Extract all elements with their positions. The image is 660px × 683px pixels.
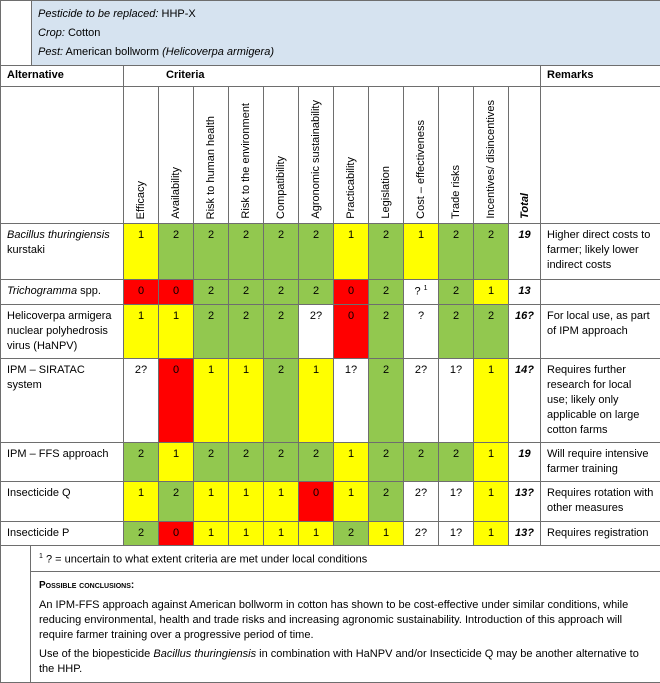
score-cell: 2 bbox=[369, 224, 404, 280]
score-cell: 1? bbox=[334, 359, 369, 443]
table-row bbox=[1, 224, 660, 280]
table-row bbox=[1, 482, 660, 522]
remark-cell: Requires registration bbox=[541, 522, 660, 546]
conclusions-title: Possible conclusions: bbox=[39, 578, 652, 593]
criterion-human-health: Risk to human health bbox=[194, 87, 229, 224]
score-cell: 2 bbox=[159, 482, 194, 522]
remark-cell: Higher direct costs to farmer; likely lower indirect costs bbox=[541, 224, 660, 280]
criterion-cost: Cost – effectiveness bbox=[404, 87, 439, 224]
criterion-availability: Availability bbox=[159, 87, 194, 224]
score-cell: 1 bbox=[474, 522, 509, 546]
conclusions bbox=[31, 571, 660, 682]
score-cell: 2 bbox=[124, 522, 159, 546]
score-cell: 2 bbox=[369, 280, 404, 305]
conclusion-paragraph: An IPM-FFS approach against American bollworm in cotton has shown to be cost-effective under similar conditions, while reducing environmental, health and trade risks and increasing agronomic sustainability. Introduction of this approach will require farmer training over a progressive period of time. bbox=[39, 598, 652, 643]
table-row bbox=[1, 280, 660, 305]
criterion-legislation: Legislation bbox=[369, 87, 404, 224]
score-cell: 2 bbox=[264, 224, 299, 280]
score-cell: 1 bbox=[369, 522, 404, 546]
criterion-agronomic: Agronomic sustainability bbox=[299, 87, 334, 224]
score-cell: 2 bbox=[299, 224, 334, 280]
score-cell: 2 bbox=[229, 305, 264, 359]
total-cell: 16? bbox=[509, 305, 541, 359]
remarks-header: Remarks bbox=[541, 66, 660, 87]
total-cell: 14? bbox=[509, 359, 541, 443]
remark-cell: Will require intensive farmer training bbox=[541, 443, 660, 482]
table-row bbox=[1, 359, 660, 443]
score-cell: 2? bbox=[299, 305, 334, 359]
score-cell: 1 bbox=[124, 305, 159, 359]
table-row bbox=[1, 305, 660, 359]
score-cell: 2? bbox=[124, 359, 159, 443]
score-cell: 2 bbox=[334, 522, 369, 546]
score-cell: 2 bbox=[229, 224, 264, 280]
score-cell: 1 bbox=[299, 522, 334, 546]
score-cell: 2? bbox=[404, 522, 439, 546]
score-cell: ? $^1$ bbox=[404, 280, 439, 305]
score-cell: 2 bbox=[369, 443, 404, 482]
remark-cell bbox=[541, 280, 660, 305]
crop-line: Crop: Cotton bbox=[38, 24, 654, 43]
score-cell: 2 bbox=[194, 280, 229, 305]
score-cell: 0 bbox=[159, 280, 194, 305]
criterion-incentives: Incentives/ disincentives bbox=[474, 87, 509, 224]
alternative-name: IPM – SIRATAC system bbox=[1, 359, 124, 443]
pest-line: Pest: American bollworm (Helicoverpa armigera) bbox=[38, 43, 654, 62]
criterion-practicability: Practicability bbox=[334, 87, 369, 224]
score-cell: 1 bbox=[474, 280, 509, 305]
score-cell: 2 bbox=[369, 305, 404, 359]
criterion-environment: Risk to the environment bbox=[229, 87, 264, 224]
score-cell: 2 bbox=[229, 443, 264, 482]
score-cell: 1 bbox=[334, 443, 369, 482]
score-cell: 2 bbox=[264, 443, 299, 482]
alternative-name: Bacillus thuringiensis kurstaki bbox=[1, 224, 124, 280]
alternative-name: Helicoverpa armigera nuclear polyhedrosis virus (HaNPV) bbox=[1, 305, 124, 359]
alternative-name: IPM – FFS approach bbox=[1, 443, 124, 482]
score-cell: ? bbox=[404, 305, 439, 359]
total-cell: 19 bbox=[509, 443, 541, 482]
score-cell: 2 bbox=[299, 443, 334, 482]
alternative-name: Insecticide Q bbox=[1, 482, 124, 522]
score-cell: 1 bbox=[194, 482, 229, 522]
score-cell: 1 bbox=[404, 224, 439, 280]
score-cell: 1 bbox=[124, 224, 159, 280]
score-cell: 2? bbox=[404, 482, 439, 522]
score-cell: 1 bbox=[264, 482, 299, 522]
alternative-name: Trichogramma spp. bbox=[1, 280, 124, 305]
pesticide-line: Pesticide to be replaced: HHP-X bbox=[38, 5, 654, 24]
score-cell: 2 bbox=[299, 280, 334, 305]
score-cell: 2 bbox=[439, 305, 474, 359]
score-cell: 1 bbox=[229, 522, 264, 546]
score-cell: 2 bbox=[369, 482, 404, 522]
score-cell: 1 bbox=[334, 224, 369, 280]
score-cell: 2 bbox=[439, 224, 474, 280]
total-cell: 19 bbox=[509, 224, 541, 280]
score-cell: 0 bbox=[334, 280, 369, 305]
score-cell: 2 bbox=[159, 224, 194, 280]
header-box bbox=[31, 1, 660, 65]
total-cell: 13 bbox=[509, 280, 541, 305]
score-cell: 1 bbox=[159, 305, 194, 359]
alternative-header: Alternative bbox=[1, 66, 124, 87]
score-cell: 0 bbox=[124, 280, 159, 305]
score-cell: 1 bbox=[229, 482, 264, 522]
score-cell: 1 bbox=[194, 359, 229, 443]
criteria-header: Criteria bbox=[124, 66, 541, 87]
score-cell: 1 bbox=[474, 359, 509, 443]
score-cell: 2 bbox=[439, 280, 474, 305]
score-cell: 1? bbox=[439, 359, 474, 443]
score-cell: 0 bbox=[299, 482, 334, 522]
remark-cell: Requires further research for local use; likely only applicable on large cotton farms bbox=[541, 359, 660, 443]
score-cell: 2 bbox=[264, 359, 299, 443]
score-cell: 2 bbox=[124, 443, 159, 482]
score-cell: 1? bbox=[439, 522, 474, 546]
score-cell: 2 bbox=[369, 359, 404, 443]
score-cell: 2 bbox=[264, 280, 299, 305]
criterion-trade: Trade risks bbox=[439, 87, 474, 224]
score-cell: 1 bbox=[194, 522, 229, 546]
score-cell: 1 bbox=[334, 482, 369, 522]
criterion-compatibility: Compatibility bbox=[264, 87, 299, 224]
score-cell: 2 bbox=[194, 224, 229, 280]
alternative-name: Insecticide P bbox=[1, 522, 124, 546]
score-cell: 2 bbox=[404, 443, 439, 482]
score-cell: 2 bbox=[194, 443, 229, 482]
score-cell: 1 bbox=[124, 482, 159, 522]
table-row bbox=[1, 522, 660, 546]
score-cell: 1 bbox=[474, 482, 509, 522]
score-cell: 0 bbox=[334, 305, 369, 359]
score-cell: 1 bbox=[264, 522, 299, 546]
score-cell: 1 bbox=[229, 359, 264, 443]
score-cell: 1 bbox=[159, 443, 194, 482]
criterion-efficacy: Efficacy bbox=[124, 87, 159, 224]
total-cell: 13? bbox=[509, 482, 541, 522]
score-cell: 2 bbox=[439, 443, 474, 482]
score-cell: 1 bbox=[299, 359, 334, 443]
score-cell: 2? bbox=[404, 359, 439, 443]
score-cell: 2 bbox=[474, 305, 509, 359]
criterion-total: Total bbox=[509, 87, 541, 224]
remark-cell: For local use, as part of IPM approach bbox=[541, 305, 660, 359]
table-row bbox=[1, 443, 660, 482]
score-cell: 1? bbox=[439, 482, 474, 522]
score-cell: 0 bbox=[159, 359, 194, 443]
score-cell: 2 bbox=[229, 280, 264, 305]
score-cell: 0 bbox=[159, 522, 194, 546]
footnote: $^1$ ? = uncertain to what extent criteria are met under local conditions bbox=[31, 546, 660, 572]
score-cell: 2 bbox=[194, 305, 229, 359]
score-cell: 1 bbox=[474, 443, 509, 482]
conclusion-paragraph: Use of the biopesticide Bacillus thuringiensis in combination with HaNPV and/or Insecticide Q may be another alternative to the HHP. bbox=[39, 647, 652, 677]
score-cell: 2 bbox=[474, 224, 509, 280]
total-cell: 13? bbox=[509, 522, 541, 546]
remark-cell: Requires rotation with other measures bbox=[541, 482, 660, 522]
score-cell: 2 bbox=[264, 305, 299, 359]
